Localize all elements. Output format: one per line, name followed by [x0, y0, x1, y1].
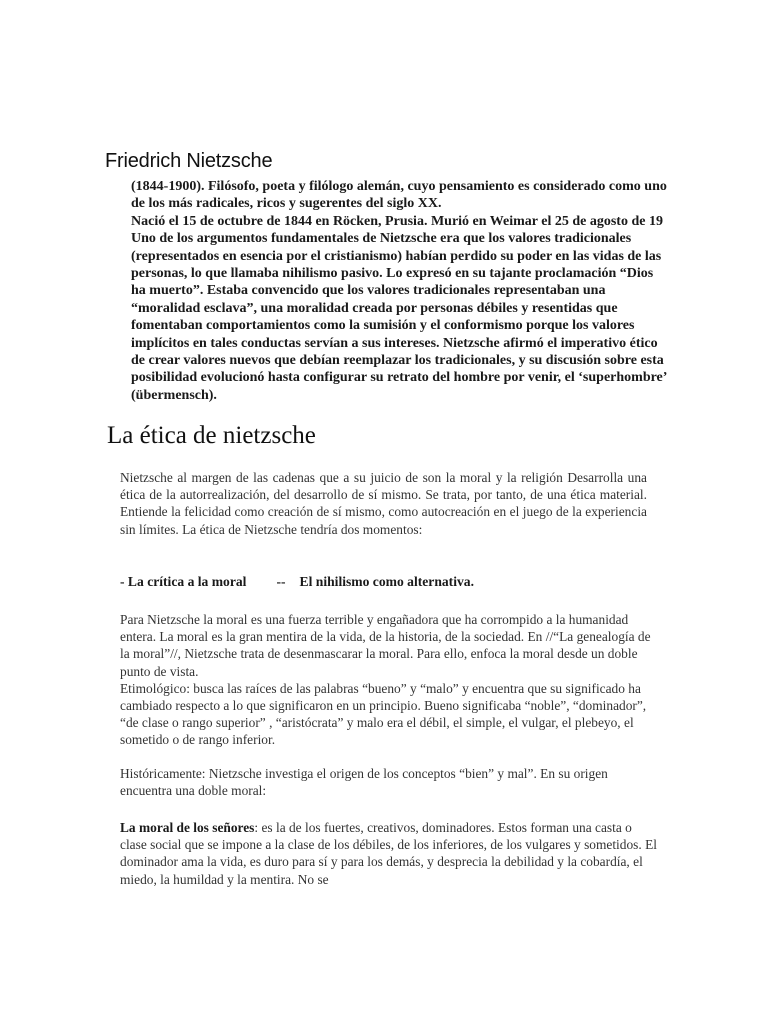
moment-nihilism: El nihilismo como alternativa. [299, 574, 474, 589]
bio-paragraph-birth: Nació el 15 de octubre de 1844 en Röcken, Prusia. Murió en Weimar el 25 de agosto de 19 [131, 213, 663, 229]
body-block-1 [120, 611, 660, 749]
body-paragraph-masters-moral [120, 819, 660, 888]
moments-line [120, 574, 660, 590]
bio-block [131, 178, 671, 404]
body-paragraph-etymology: Etimológico: busca las raíces de las palabras “bueno” y “malo” y encuentra que su significado ha cambiado respecto a lo que significaron en un principio. Bueno significaba “noble”, “dominador”, “de clase o rango superior” , “aristócrata” y malo era el débil, el simple, el vulgar, el plebeyo, el sometido o de rango inferior. [120, 680, 647, 748]
moment-separator: -- [276, 574, 286, 589]
intro-paragraph: Nietzsche al margen de las cadenas que a su juicio de son la moral y la religión Desarrolla una ética de la autorrealización, del desarrollo de sí mismo. Se trata, por tanto, de una ética material. Entiende la felicidad como creación de sí mismo, como autocreación en el juego de la experiencia sin límites. La ética de Nietzsche tendría dos momentos: [120, 470, 647, 537]
body-paragraph-moral: Para Nietzsche la moral es una fuerza terrible y engañadora que ha corrompido a la humanidad entera. La moral es la gran mentira de la vida, de la historia, de la sociedad. En //“La genealogía de la moral”//, Nietzsche trata de desenmascarar la moral. Para ello, enfoca la moral desde un doble punto de vista. [120, 612, 651, 679]
body-block-2 [120, 765, 660, 799]
body-block-3 [120, 819, 660, 888]
masters-moral-lead: La moral de los señores [120, 820, 255, 835]
section-title: La ética de nietzsche [107, 422, 316, 449]
moment-critique: - La crítica a la moral [120, 574, 247, 589]
body-paragraph-history: Históricamente: Nietzsche investiga el origen de los conceptos “bien” y mal”. En su origen encuentra una doble moral: [120, 766, 608, 799]
bio-paragraph-dates: (1844-1900). Filósofo, poeta y filólogo alemán, cuyo pensamiento es considerado como uno de los más radicales, ricos y sugerentes del siglo XX. [131, 179, 667, 212]
bio-paragraph-argument: Uno de los argumentos fundamentales de Nietzsche era que los valores tradicionales (representados en esencia por el cristianismo) habían perdido su poder en las vidas de las personas, lo que llamaba nihilismo pasivo. Lo expresó en su tajante proclamación “Dios ha muerto”. Estaba convencido que los valores tradicionales representaban una “moralidad esclava”, una moralidad creada por personas débiles y resentidas que fomentaban comportamientos como la sumisión y el conformismo porque los valores implícitos en tales conductas servían a sus intereses. Nietzsche afirmó el imperativo ético de crear valores nuevos que debían reemplazar los tradicionales, y su discusión sobre esta posibilidad evolucionó hasta configurar su retrato del hombre por venir, el ‘superhombre’ (übermensch). [131, 231, 667, 403]
heading-friedrich-nietzsche: Friedrich Nietzsche [105, 150, 273, 172]
masters-moral-text: : es la de los fuertes, creativos, dominadores. Estos forman una casta o clase social que se impone a la clase de los débiles, de los inferiores, de los vulgares y sometidos. El dominador ama la vida, es duro para sí y para los demás, y desprecia la debilidad y la cobardía, el miedo, la humildad y la mentira. No se [120, 820, 657, 887]
